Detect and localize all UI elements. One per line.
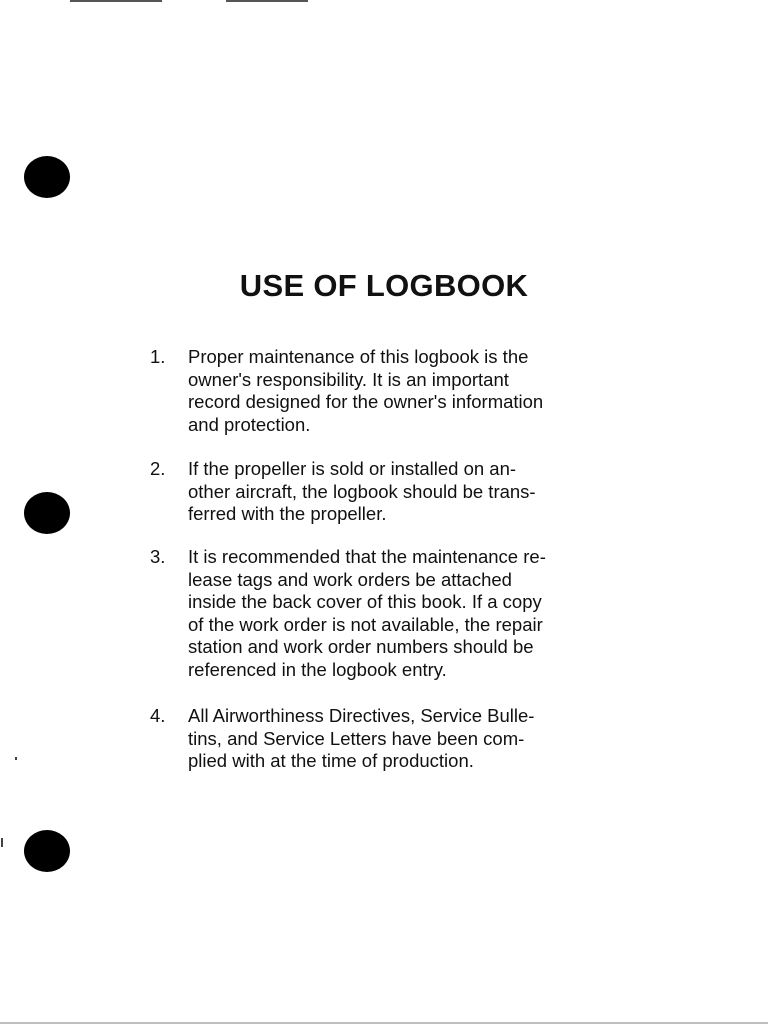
list-item xyxy=(150,346,620,436)
list-item-text: All Airworthiness Directives, Service Bulle- tins, and Service Letters have been com- plied with at the time of production. xyxy=(188,705,535,772)
list-item-number: 4. xyxy=(150,705,166,726)
scan-speck xyxy=(1,838,3,847)
list-item-text: Proper maintenance of this logbook is the owner's responsibility. It is an important record designed for the owner's information and protection. xyxy=(188,346,544,435)
list-item xyxy=(150,705,620,773)
scan-edge-line-right xyxy=(226,0,308,2)
list-item xyxy=(150,546,620,682)
binder-punch-hole-middle xyxy=(24,492,70,534)
scan-speck xyxy=(15,757,17,760)
list-item-number: 2. xyxy=(150,458,166,479)
binder-punch-hole-bottom xyxy=(24,830,70,872)
list-item-number: 1. xyxy=(150,346,166,367)
list-item-text: It is recommended that the maintenance re- lease tags and work orders be attached inside the back cover of this book. If a copy of the work order is not available, the repair station and work order numbers should be referenced in the logbook entry. xyxy=(188,546,546,680)
page-title: USE OF LOGBOOK xyxy=(239,268,529,303)
scan-edge-line-left xyxy=(70,0,162,2)
list-item xyxy=(150,458,620,526)
list-item-number: 3. xyxy=(150,546,166,567)
binder-punch-hole-top xyxy=(24,156,70,198)
list-item-text: If the propeller is sold or installed on an- other aircraft, the logbook should be trans- ferred with the propeller. xyxy=(188,458,536,525)
